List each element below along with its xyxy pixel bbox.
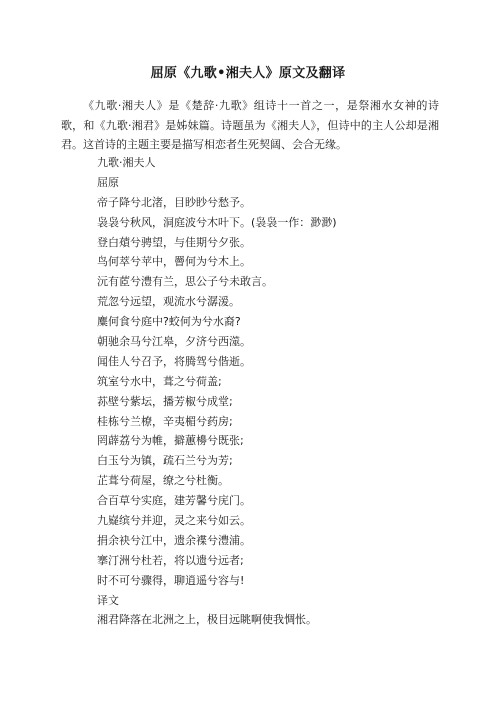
poem-author: 屈原 <box>97 175 119 189</box>
intro-paragraph: 《九歌·湘夫人》是《楚辞·九歌》组诗十一首之一，是祭湘水女神的诗歌，和《九歌·湘君》是姊妹篇。诗题虽为《湘夫人》，但诗中的主人公却是湘君。这首诗的主题主要是描写相恋者生死契阔、会合无缘。 <box>61 99 439 151</box>
poem-line: 荪壁兮紫坛，播芳椒兮成堂; <box>97 394 233 408</box>
translation-line: 湘君降落在北洲之上，极目远眺啊使我惆怅。 <box>97 613 317 627</box>
document-title: 屈原《九歌•湘夫人》原文及翻译 <box>150 66 346 81</box>
poem-line: 闻佳人兮召予，将腾驾兮偕逝。 <box>97 354 251 368</box>
translation-heading: 译文 <box>97 593 119 607</box>
poem-line: 荒忽兮远望，观流水兮潺湲。 <box>97 295 240 309</box>
poem-line: 九嶷缤兮并迎，灵之来兮如云。 <box>97 514 251 528</box>
poem-line: 筑室兮水中，葺之兮荷盖; <box>97 374 222 388</box>
poem-line: 袅袅兮秋风，洞庭波兮木叶下。(袅袅一作：渺渺) <box>97 215 337 229</box>
poem-line: 白玉兮为镇，疏石兰兮为芳; <box>97 454 233 468</box>
poem-line: 帝子降兮北渚，目眇眇兮愁予。 <box>97 195 251 209</box>
poem-line: 捐余袂兮江中，遗余褋兮澧浦。 <box>97 533 251 547</box>
poem-line: 合百草兮实庭，建芳馨兮庑门。 <box>97 494 251 508</box>
poem-line: 麋何食兮庭中?蛟何为兮水裔? <box>97 315 241 329</box>
poem-line: 沅有茝兮澧有兰，思公子兮未敢言。 <box>97 275 273 289</box>
poem-line: 鸟何萃兮苹中，罾何为兮木上。 <box>97 255 251 269</box>
poem-line: 芷葺兮荷屋，缭之兮杜衡。 <box>97 474 229 488</box>
poem-line: 桂栋兮兰橑，辛夷楣兮药房; <box>97 414 233 428</box>
poem-title: 九歌·湘夫人 <box>97 156 156 169</box>
poem-line: 登白薠兮骋望，与佳期兮夕张。 <box>97 235 251 249</box>
poem-line: 罔薜荔兮为帷，擗蕙櫋兮既张; <box>97 434 244 448</box>
poem-line: 时不可兮骤得，聊逍遥兮容与! <box>97 573 245 587</box>
poem-line: 搴汀洲兮杜若，将以遗兮远者; <box>97 553 244 567</box>
poem-line: 朝驰余马兮江皋，夕济兮西澨。 <box>97 335 251 349</box>
poem-text-block <box>97 153 457 630</box>
